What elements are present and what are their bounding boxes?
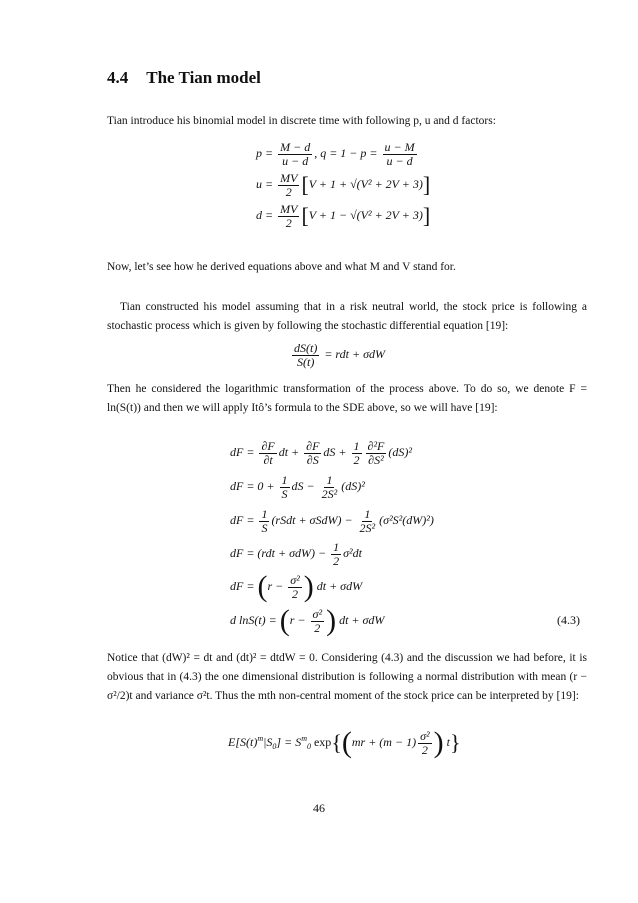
row2-a-num: 1: [281, 473, 288, 487]
row5-pre: r −: [267, 578, 287, 593]
d-denominator: 2: [285, 215, 292, 230]
row1-b-tail: dS +: [323, 444, 350, 459]
now-paragraph: Now, let’s see how he derived equations above and what M and V stand for.: [107, 261, 456, 273]
p-q-equation: [256, 141, 419, 167]
row3-b-den: 2S²: [359, 520, 376, 535]
d-body: V + 1 − √(V² + 2V + 3): [308, 207, 423, 222]
row6-den: 2: [314, 620, 321, 635]
u-equation: u = $\frac{MV}{2}$ [V + 1 + √(V² + 2V + 3)]: [256, 171, 431, 199]
row3-lhs: dF =: [230, 512, 258, 527]
moment-lhs: E[S(t): [228, 734, 258, 749]
row1-lhs: dF =: [230, 444, 258, 459]
row2-a-den: S: [281, 486, 288, 501]
ito-row-4: [230, 541, 362, 567]
row1-a-tail: dt +: [278, 444, 303, 459]
row1-d-num: ∂²F: [367, 439, 385, 453]
q-lhs: , q = 1 − p =: [314, 145, 381, 160]
row4-den: 2: [333, 553, 340, 568]
sde-rhs: = rdt + σdW: [321, 346, 385, 361]
row2-b-num: 1: [326, 473, 333, 487]
row3-b-num: 1: [364, 507, 371, 521]
then-paragraph: Then he considered the logarithmic transformation of the process above. To do so, we denote F = ln(S(t)) and then we will apply Itô’s formula to the SDE above, so we will have [19]:: [107, 383, 587, 414]
row1-c-num: 1: [353, 439, 360, 453]
sde-equation: [290, 342, 385, 368]
moment-inner-pre: mr + (m − 1): [351, 734, 417, 749]
p-denominator: u − d: [282, 153, 309, 168]
u-numerator: MV: [280, 171, 298, 185]
row5-den: 2: [291, 586, 298, 601]
u-lhs: u =: [256, 176, 277, 191]
row1-frac-c: [352, 440, 362, 466]
p-numerator: M − d: [280, 140, 311, 154]
q-numerator: u − M: [384, 140, 415, 154]
row1-a-den: ∂t: [263, 452, 273, 467]
row4-num: 1: [333, 540, 340, 554]
section-title: The Tian model: [146, 68, 261, 87]
notice-paragraph: Notice that (dW)² = dt and (dt)² = dtdW = 0. Considering (4.3) and the discussion we had before, it is obvious that in (4.3) the one dimensional distribution is following a normal distribution with mean (r − σ²/2)t and variance σ²t. Thus the mth non-central moment of the stock price can be interpreted by [19]:: [107, 652, 587, 702]
row1-d-tail: (dS)²: [388, 444, 412, 459]
q-denominator: u − d: [386, 153, 413, 168]
moment-mid-sub: 0: [306, 742, 311, 752]
d-numerator: MV: [280, 202, 298, 216]
row1-c-den: 2: [353, 452, 360, 467]
row5-num: σ²: [290, 572, 300, 587]
row2-b-tail: (dS)²: [341, 478, 365, 493]
row6-tail: dt + σdW: [339, 612, 385, 627]
p-fraction: [278, 141, 312, 167]
sde-fraction: [292, 342, 319, 368]
d-fraction: [278, 203, 299, 229]
page-number: 46: [313, 801, 325, 815]
moment-frac: [418, 730, 432, 756]
moment-den: 2: [421, 742, 428, 757]
tian-paragraph: Tian constructed his model assuming that in a risk neutral world, the stock price is following a stochastic process which is given by following the stochastic differential equation [19]:: [107, 301, 587, 332]
p-lhs: p =: [256, 145, 277, 160]
row4-tail: σ²dt: [343, 545, 362, 560]
row3-a-num: 1: [261, 507, 268, 521]
q-fraction: [383, 141, 417, 167]
ito-row-3: [230, 508, 434, 534]
moment-mid-sup: m: [301, 733, 307, 743]
row1-d-den: ∂S²: [368, 452, 384, 467]
moment-num: σ²: [420, 728, 430, 743]
row3-b-tail: (σ²S²(dW)²): [379, 512, 434, 527]
row4-frac: [331, 541, 341, 567]
section-heading: [107, 68, 261, 88]
u-body: V + 1 + √(V² + 2V + 3): [308, 176, 423, 191]
row1-a-num: ∂F: [261, 439, 275, 453]
moment-mid: ] = S: [276, 734, 302, 749]
u-fraction: [278, 172, 299, 198]
ito-row-5: dF = (r − $\frac{\text{σ²}}{2}$ ) dt + σdW: [230, 570, 363, 603]
row1-frac-d: [366, 440, 387, 466]
row1-b-num: ∂F: [306, 439, 320, 453]
row5-tail: dt + σdW: [316, 578, 363, 593]
row3-frac-a: [259, 508, 269, 534]
u-denominator: 2: [285, 184, 292, 199]
row1-frac-a: [259, 440, 276, 466]
moment-lhs-tail: |S: [263, 734, 273, 749]
ito-row-1: [230, 440, 412, 466]
ito-row-2: [230, 474, 365, 500]
sde-numerator: dS(t): [294, 341, 318, 355]
moment-lhs-sub: 0: [272, 742, 277, 752]
row6-frac: [311, 608, 325, 634]
d-equation: d = $\frac{MV}{2}$ [V + 1 − √(V² + 2V + 3)]: [256, 202, 431, 230]
row2-lhs: dF = 0 +: [230, 478, 278, 493]
intro-paragraph: Tian introduce his binomial model in discrete time with following p, u and d factors:: [107, 115, 496, 127]
row5-frac: [288, 574, 302, 600]
moment-equation: $E[S(t)^m|S_0] = S^m_0$ exp{(mr + (m − 1) $\frac{\text{σ²}}{2}$ ) t}: [228, 726, 461, 759]
ito-row-6: d lnS(t) = (r − $\frac{\text{σ²}}{2}$ ) dt + σdW: [230, 604, 385, 637]
row6-num: σ²: [312, 606, 323, 621]
row1-b-den: ∂S: [306, 452, 319, 467]
row4-lhs: dF = (rdt + σdW) −: [230, 545, 330, 560]
moment-exp: exp: [310, 734, 332, 749]
d-lhs: d =: [256, 207, 277, 222]
moment-lhs-sup: m: [257, 733, 264, 743]
sde-denominator: S(t): [297, 354, 315, 369]
row2-frac-b: [320, 474, 340, 500]
section-number: 4.4: [107, 68, 129, 87]
row5-lhs: dF =: [230, 578, 258, 593]
moment-inner-tail: t: [443, 734, 450, 749]
row2-b-den: 2S²: [321, 486, 338, 501]
row3-frac-b: [358, 508, 378, 534]
row6-pre: r −: [289, 612, 309, 627]
equation-number: (4.3): [557, 613, 580, 627]
row3-a-tail: (rSdt + σSdW) −: [271, 512, 356, 527]
row6-lhs: d lnS(t) =: [230, 612, 280, 627]
row2-a-tail: dS −: [291, 478, 318, 493]
row2-frac-a: [280, 474, 290, 500]
row1-frac-b: [304, 440, 321, 466]
row3-a-den: S: [261, 520, 268, 535]
